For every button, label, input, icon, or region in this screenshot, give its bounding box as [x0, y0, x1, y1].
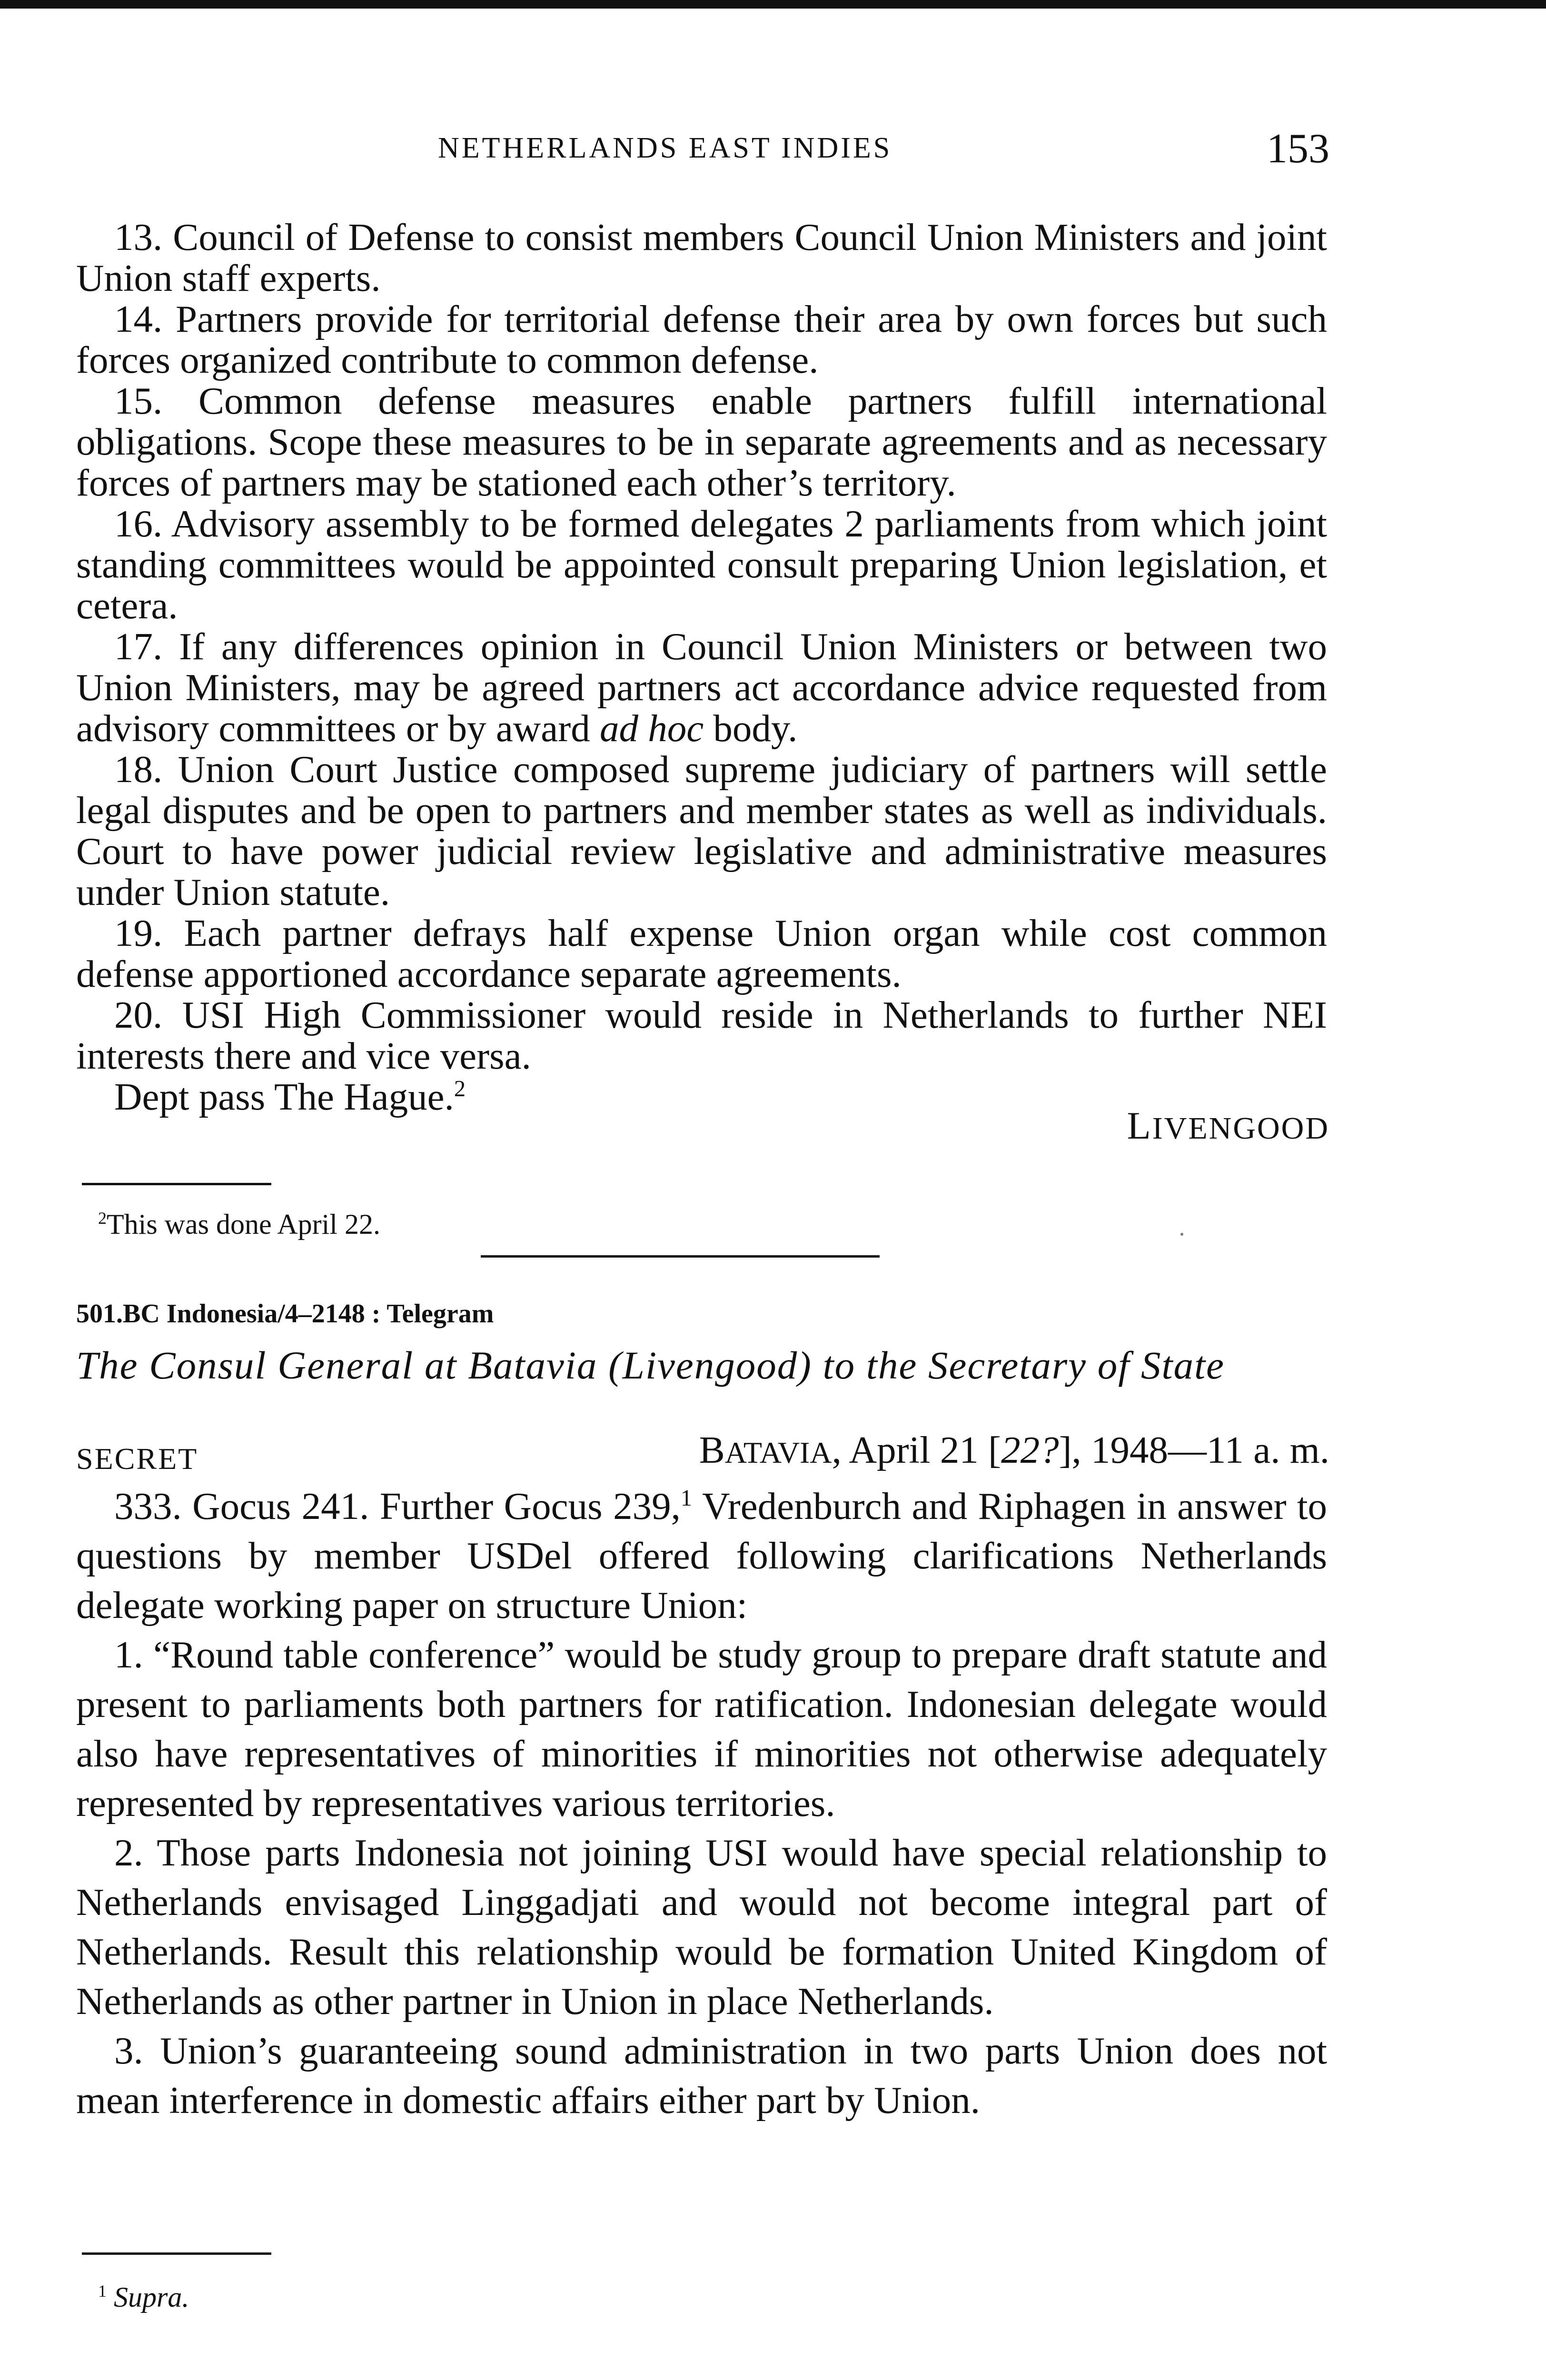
footnote-2-mark: 2 — [98, 1209, 107, 1228]
telegram-intro-b: Vredenburch and Riphagen in answer to questions by member USDel offered following clarifications Netherlands delegate working paper on structure Union: — [76, 1485, 1328, 1626]
dateline-date-b: ], 1948—11 a. m. — [1059, 1428, 1329, 1471]
telegram-item-1: 1. “Round table conference” would be study group to prepare draft statute and present to parliaments both partners for ratification. Indonesian delegate would also have representatives of minorities if minorities not otherwise adequately represented by representatives various territories. — [76, 1633, 1327, 1825]
signature-rest: IVENGOOD — [1152, 1111, 1329, 1146]
paragraph-13: 13. Council of Defense to consist members Council Union Ministers and joint Union staff experts. — [76, 216, 1327, 299]
footnote-rule-bottom — [82, 2252, 271, 2255]
footnote-2 — [98, 1208, 380, 1241]
paragraph-18: 18. Union Court Justice composed supreme judiciary of partners will settle legal disputes and be open to partners and member states as well as individuals. Court to have power judicial review legislative and administrative measures under Union statute. — [76, 748, 1327, 913]
paragraph-17-italic: ad hoc — [599, 707, 704, 750]
footnote-1-text: Supra. — [114, 2281, 189, 2313]
page-number: 153 — [1267, 126, 1329, 172]
footnote-ref-2: 2 — [454, 1076, 466, 1101]
continuation-text — [76, 217, 1327, 1117]
footnote-1-mark: 1 — [98, 2281, 107, 2301]
closing-text: Dept pass The Hague. — [114, 1075, 454, 1118]
telegram-item-3: 3. Union’s guaranteeing sound administration in two parts Union does not mean interference in domestic affairs either part by Union. — [76, 2029, 1327, 2122]
footnote-rule-top — [82, 1183, 271, 1185]
top-page-edge — [0, 0, 1546, 9]
paragraph-17-end: body. — [704, 707, 798, 750]
running-title: NETHERLANDS EAST INDIES — [438, 132, 892, 164]
dateline-place-rest: ATAVIA — [724, 1436, 832, 1469]
paragraph-19: 19. Each partner defrays half expense Union organ while cost common defense apportioned accordance separate agreements. — [76, 912, 1327, 995]
paragraph-14: 14. Partners provide for territorial defense their area by own forces but such forces organized contribute to common defense. — [76, 298, 1327, 381]
footnote-ref-1: 1 — [680, 1485, 693, 1511]
signature-initial: L — [1127, 1104, 1152, 1147]
section-divider — [481, 1255, 880, 1258]
paragraph-15: 15. Common defense measures enable partners fulfill international obligations. Scope these measures to be in separate agreements and as necessary forces of partners may be stationed each other’s territory. — [76, 379, 1327, 504]
telegram-body — [76, 1481, 1327, 2125]
footnote-2-text: This was done April 22. — [107, 1209, 380, 1240]
signature-livengood — [1127, 1103, 1329, 1148]
dateline-date-italic: 22? — [1001, 1428, 1059, 1471]
document-title: The Consul General at Batavia (Livengood) to the Secretary of State — [76, 1343, 1225, 1387]
paragraph-17 — [76, 626, 1327, 749]
paragraph-20: 20. USI High Commissioner would reside in Netherlands to further NEI interests there and vice versa. — [76, 993, 1327, 1077]
dateline — [699, 1428, 1329, 1472]
telegram-intro — [76, 1481, 1327, 1630]
dateline-date-a: , April 21 [ — [832, 1428, 1001, 1471]
dateline-place-initial: B — [699, 1428, 725, 1471]
telegram-intro-a: 333. Gocus 241. Further Gocus 239, — [114, 1485, 681, 1527]
classification-label: SECRET — [76, 1442, 198, 1476]
paragraph-16: 16. Advisory assembly to be formed delegates 2 parliaments from which joint standing committees would be appointed consult preparing Union legislation, et cetera. — [76, 502, 1327, 627]
file-reference: 501.BC Indonesia/4–2148 : Telegram — [76, 1299, 494, 1329]
footnote-1 — [98, 2281, 189, 2314]
paragraph-17-text: 17. If any differences opinion in Council Union Ministers or between two Union Ministers, may be agreed partners act accordance advice requested from advisory committees or by award — [76, 625, 1327, 750]
telegram-item-2: 2. Those parts Indonesia not joining USI would have special relationship to Netherlands envisaged Linggadjati and would not become integral part of Netherlands. Result this relationship would be formation United Kingdom of Netherlands as other partner in Union in place Netherlands. — [76, 1831, 1327, 2023]
scan-speck — [1180, 1233, 1183, 1236]
